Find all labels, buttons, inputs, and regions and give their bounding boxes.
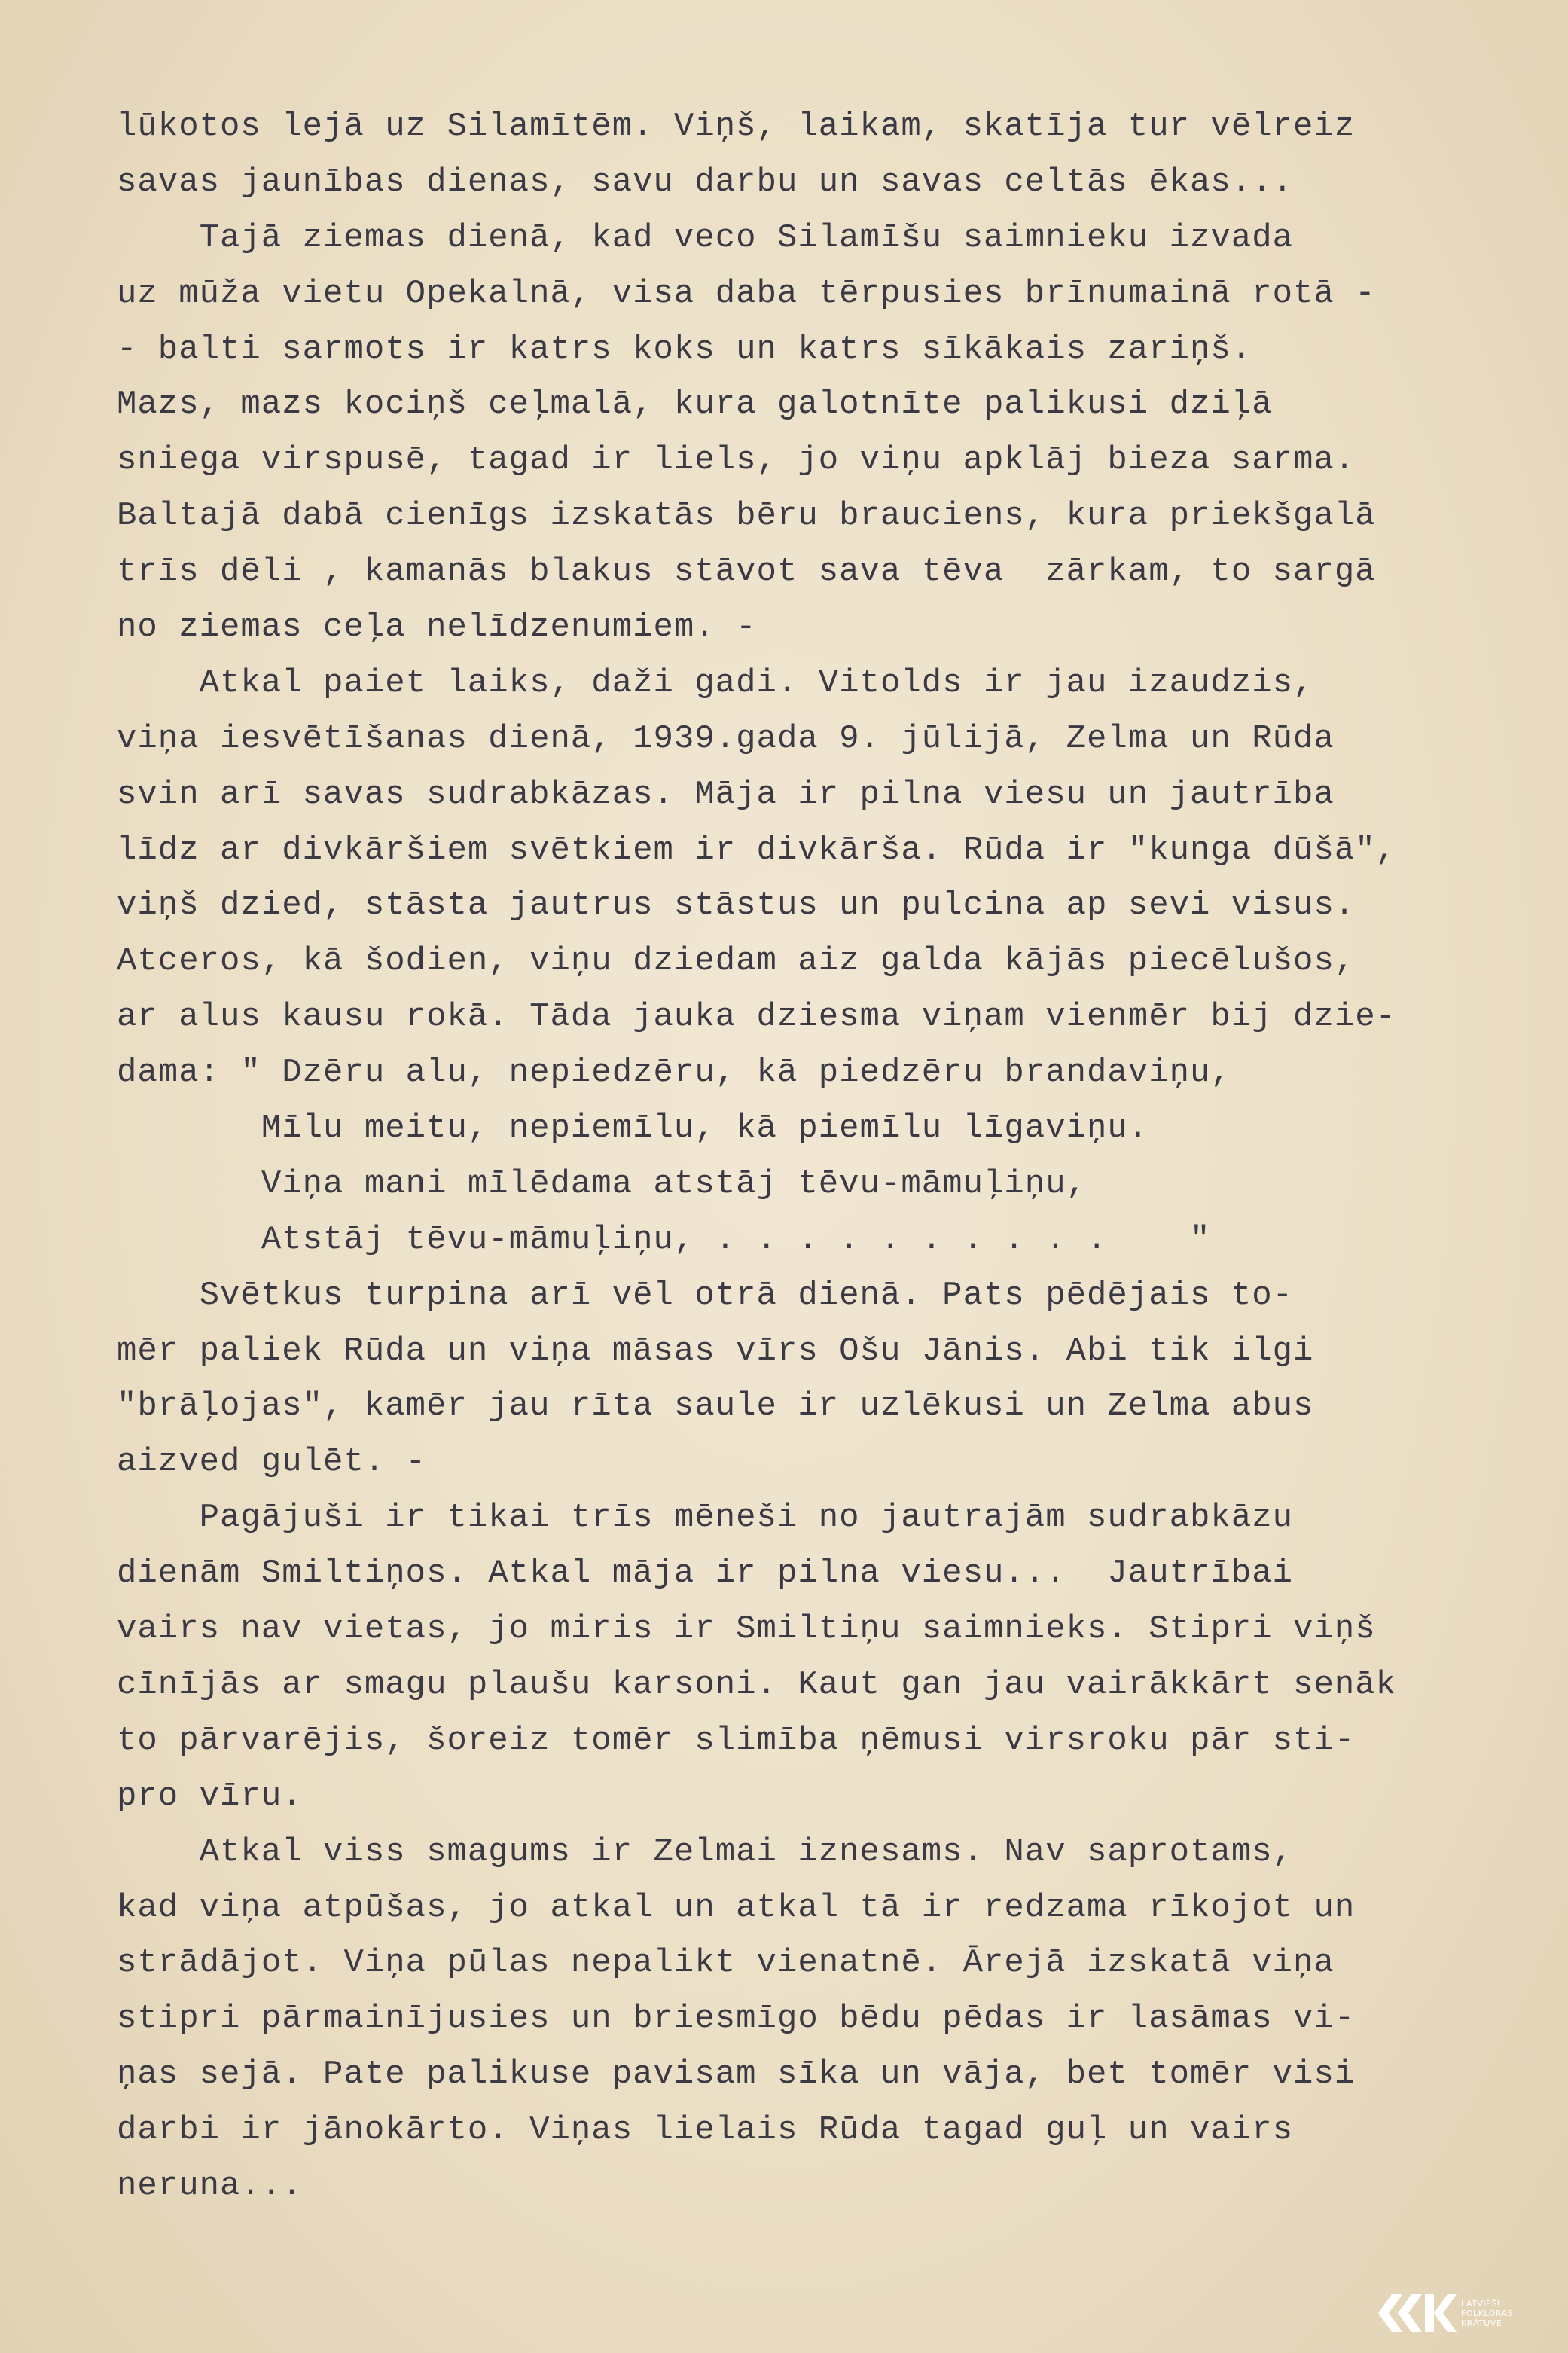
text-line: Atkal viss smagums ir Zelmai iznesams. Nav saprotams,	[117, 1833, 1294, 1871]
text-line: Atkal paiet laiks, daži gadi. Vitolds ir jau izaudzis,	[117, 664, 1314, 702]
text-line: pro vīru.	[117, 1777, 303, 1815]
text-line: "brāļojas", kamēr jau rīta saule ir uzlēkusi un Zelma abus	[117, 1387, 1314, 1426]
folklore-archive-logo-icon	[1375, 2290, 1458, 2336]
text-line: savas jaunības dienas, savu darbu un savas celtās ēkas...	[117, 163, 1294, 201]
text-line: stipri pārmainījusies un briesmīgo bēdu pēdas ir lasāmas vi-	[117, 2000, 1356, 2038]
text-line: lūkotos lejā uz Silamītēm. Viņš, laikam, skatīja tur vēlreiz	[117, 108, 1356, 145]
text-line: svin arī savas sudrabkāzas. Māja ir pilna viesu un jautrība	[117, 775, 1335, 813]
archive-watermark	[1375, 2288, 1545, 2338]
text-line: Atceros, kā šodien, viņu dziedam aiz galda kājās piecēlušos,	[117, 942, 1356, 981]
text-line: mēr paliek Rūda un viņa māsas vīrs Ošu Jānis. Abi tik ilgi	[117, 1332, 1314, 1370]
text-line: Pagājuši ir tikai trīs mēneši no jautrajām sudrabkāzu	[117, 1499, 1294, 1537]
text-line: dienām Smiltiņos. Atkal māja ir pilna viesu... Jautrībai	[117, 1555, 1294, 1593]
text-line: Viņa mani mīlēdama atstāj tēvu-māmuļiņu,	[117, 1164, 1088, 1203]
text-line: Baltajā dabā cienīgs izskatās bēru brauciens, kura priekšgalā	[117, 497, 1376, 536]
text-line: dama: " Dzēru alu, nepiedzēru, kā piedzēru brandaviņu,	[117, 1054, 1231, 1092]
text-line: Svētkus turpina arī vēl otrā dienā. Pats pēdējais to-	[117, 1276, 1294, 1314]
text-line: līdz ar divkāršiem svētkiem ir divkārša. Rūda ir "kunga dūšā",	[117, 831, 1397, 869]
text-line: aizved gulēt. -	[117, 1443, 427, 1482]
watermark-line: FOLKLORAS	[1461, 2308, 1513, 2318]
text-line: cīnījās ar smagu plaušu karsoni. Kaut gan jau vairākkārt senāk	[117, 1665, 1397, 1704]
text-line: uz mūža vietu Opekalnā, visa daba tērpusies brīnumainā rotā -	[117, 274, 1376, 313]
text-line: Mīlu meitu, nepiemīlu, kā piemīlu līgaviņu.	[117, 1109, 1149, 1148]
text-line: ņas sejā. Pate palikuse pavisam sīka un vāja, bet tomēr visi	[117, 2055, 1356, 2094]
text-line: no ziemas ceļa nelīdzenumiem. -	[117, 609, 757, 647]
text-line: - balti sarmots ir katrs koks un katrs sīkākais zariņš.	[117, 330, 1252, 368]
watermark-text	[1461, 2299, 1513, 2328]
watermark-line: LATVIEŠU	[1461, 2298, 1504, 2309]
text-line: Atstāj tēvu-māmuļiņu, . . . . . . . . . . "	[117, 1220, 1211, 1259]
text-line: strādājot. Viņa pūlas nepalikt vienatnē. Ārejā izskatā viņa	[117, 1944, 1335, 1982]
text-line: Mazs, mazs kociņš ceļmalā, kura galotnīte palikusi dziļā	[117, 386, 1273, 424]
text-line: neruna...	[117, 2166, 303, 2205]
text-line: darbi ir jānokārto. Viņas lielais Rūda tagad guļ un vairs	[117, 2111, 1294, 2150]
text-line: kad viņa atpūšas, jo atkal un atkal tā ir redzama rīkojot un	[117, 1888, 1356, 1927]
text-line: Tajā ziemas dienā, kad veco Silamīšu saimnieku izvada	[117, 218, 1294, 257]
text-line: viņa iesvētīšanas dienā, 1939.gada 9. jūlijā, Zelma un Rūda	[117, 719, 1335, 758]
text-line: ar alus kausu rokā. Tāda jauka dziesma viņam vienmēr bij dzie-	[117, 998, 1397, 1036]
text-line: sniega virspusē, tagad ir liels, jo viņu apklāj bieza sarma.	[117, 441, 1356, 480]
text-line: trīs dēli , kamanās blakus stāvot sava tēva zārkam, to sargā	[117, 553, 1376, 591]
text-line: viņš dzied, stāsta jautrus stāstus un pulcina ap sevi visus.	[117, 887, 1356, 925]
text-line: to pārvarējis, šoreiz tomēr slimība ņēmusi virsroku pār sti-	[117, 1721, 1356, 1759]
watermark-line: KRĀTUVE	[1461, 2318, 1502, 2328]
text-line: vairs nav vietas, jo miris ir Smiltiņu saimnieks. Stipri viņš	[117, 1610, 1376, 1649]
typewritten-text	[117, 99, 1533, 2214]
